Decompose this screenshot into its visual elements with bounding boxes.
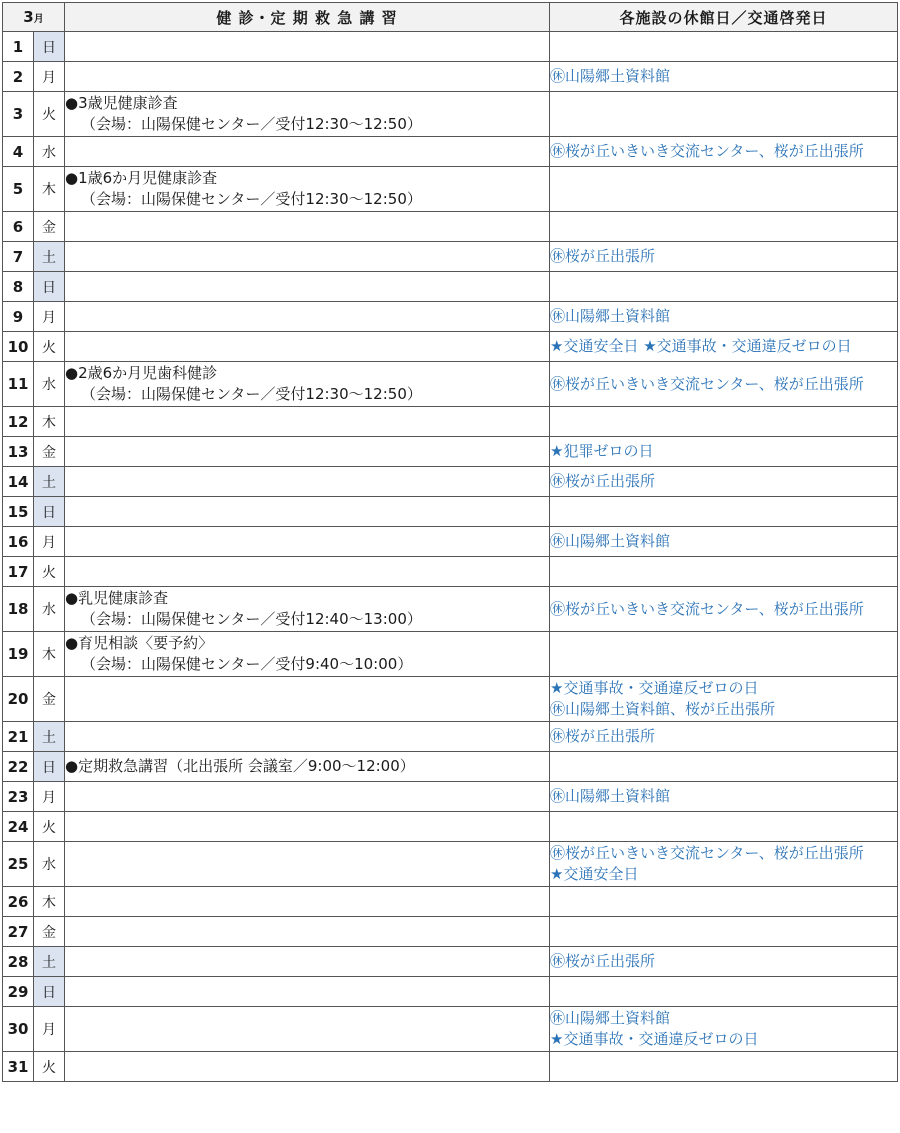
month-number: 3 [23,8,34,26]
day-row [3,467,898,497]
day-of-week: 土 [34,722,65,752]
event-cell [65,752,550,782]
notice-cell [550,32,898,62]
day-number: 24 [3,812,34,842]
day-number: 12 [3,407,34,437]
notice-text: ★交通安全日 [550,865,639,883]
event-text: （会場：山陽保健センター／受付9:40～10:00） [81,655,413,673]
notice-text: ㊡山陽郷土資料館 [550,532,671,550]
notice-text: ㊡山陽郷土資料館 [550,307,671,325]
notice-cell [550,677,898,722]
day-of-week: 土 [34,467,65,497]
notice-cell [550,302,898,332]
event-text: （会場：山陽保健センター／受付12:30～12:50） [81,190,422,208]
notice-text: ㊡山陽郷土資料館 [550,787,671,805]
notice-text: ★交通安全日 ★交通事故・交通違反ゼロの日 [550,337,852,355]
notice-cell [550,497,898,527]
event-cell [65,407,550,437]
event-text: ●3歳児健康診査 [65,94,178,112]
day-row [3,587,898,632]
day-row [3,722,898,752]
day-row [3,1007,898,1052]
notice-text: ㊡山陽郷土資料館 [550,67,671,85]
day-number: 11 [3,362,34,407]
day-number: 7 [3,242,34,272]
day-number: 4 [3,137,34,167]
event-cell [65,842,550,887]
day-row [3,887,898,917]
day-number: 6 [3,212,34,242]
event-cell [65,92,550,137]
notice-cell [550,332,898,362]
event-cell [65,917,550,947]
day-of-week: 木 [34,887,65,917]
event-cell [65,497,550,527]
day-of-week: 日 [34,977,65,1007]
notice-cell [550,437,898,467]
notice-cell [550,632,898,677]
event-cell [65,977,550,1007]
events-column-header: 健 診・定 期 救 急 講 習 [65,3,550,32]
day-of-week: 月 [34,1007,65,1052]
day-of-week: 日 [34,497,65,527]
day-number: 26 [3,887,34,917]
day-row [3,497,898,527]
event-text: （会場：山陽保健センター／受付12:40～13:00） [81,610,422,628]
event-cell [65,722,550,752]
header-row [3,3,898,32]
notice-text: ㊡山陽郷土資料館 [550,1009,671,1027]
notice-text: ㊡桜が丘出張所 [550,727,656,745]
day-of-week: 火 [34,1052,65,1082]
day-of-week: 金 [34,917,65,947]
day-number: 28 [3,947,34,977]
notice-cell [550,842,898,887]
notice-cell [550,587,898,632]
day-of-week: 火 [34,92,65,137]
event-cell [65,677,550,722]
day-number: 22 [3,752,34,782]
event-cell [65,362,550,407]
event-text: （会場：山陽保健センター／受付12:30～12:50） [81,385,422,403]
day-number: 2 [3,62,34,92]
day-row [3,782,898,812]
event-cell [65,242,550,272]
day-row [3,212,898,242]
event-cell [65,632,550,677]
day-number: 14 [3,467,34,497]
notice-cell [550,1007,898,1052]
day-of-week: 土 [34,242,65,272]
notice-cell [550,722,898,752]
day-of-week: 木 [34,632,65,677]
day-of-week: 日 [34,32,65,62]
day-row [3,917,898,947]
calendar-body [3,32,898,1082]
event-text: ●乳児健康診査 [65,589,169,607]
day-number: 13 [3,437,34,467]
day-row [3,272,898,302]
notice-cell [550,467,898,497]
event-cell [65,437,550,467]
notice-text: ㊡桜が丘出張所 [550,472,656,490]
event-cell [65,1007,550,1052]
day-of-week: 月 [34,527,65,557]
day-number: 31 [3,1052,34,1082]
day-number: 23 [3,782,34,812]
day-number: 9 [3,302,34,332]
event-text: ●1歳6か月児健康診査 [65,169,218,187]
day-of-week: 月 [34,62,65,92]
event-cell [65,1052,550,1082]
notice-text: ㊡桜が丘いきいき交流センター、桜が丘出張所 [550,844,864,862]
day-row [3,677,898,722]
day-number: 27 [3,917,34,947]
event-cell [65,62,550,92]
day-number: 10 [3,332,34,362]
notice-cell [550,917,898,947]
notice-cell [550,887,898,917]
day-row [3,362,898,407]
day-row [3,752,898,782]
notice-cell [550,557,898,587]
day-row [3,137,898,167]
day-number: 21 [3,722,34,752]
day-row [3,812,898,842]
month-header [3,3,65,32]
day-row [3,842,898,887]
day-of-week: 火 [34,812,65,842]
day-of-week: 水 [34,587,65,632]
notice-cell [550,977,898,1007]
day-row [3,32,898,62]
event-cell [65,32,550,62]
day-row [3,527,898,557]
day-number: 25 [3,842,34,887]
day-number: 1 [3,32,34,62]
day-number: 29 [3,977,34,1007]
day-of-week: 金 [34,437,65,467]
notice-cell [550,242,898,272]
day-of-week: 火 [34,332,65,362]
event-cell [65,812,550,842]
event-cell [65,887,550,917]
calendar-table [2,2,898,1082]
event-cell [65,947,550,977]
day-number: 8 [3,272,34,302]
day-number: 5 [3,167,34,212]
day-of-week: 木 [34,407,65,437]
notice-cell [550,362,898,407]
notice-cell [550,527,898,557]
day-row [3,632,898,677]
event-text: ●育児相談〈要予約〉 [65,634,214,652]
day-number: 18 [3,587,34,632]
day-of-week: 木 [34,167,65,212]
notice-cell [550,947,898,977]
day-row [3,242,898,272]
day-number: 16 [3,527,34,557]
notice-cell [550,752,898,782]
day-row [3,437,898,467]
notice-text: ㊡桜が丘出張所 [550,247,656,265]
notice-cell [550,812,898,842]
event-text: ●2歳6か月児歯科健診 [65,364,218,382]
notice-text: ㊡桜が丘いきいき交流センター、桜が丘出張所 [550,142,864,160]
day-of-week: 金 [34,212,65,242]
day-of-week: 水 [34,137,65,167]
event-cell [65,587,550,632]
notice-text: ★交通事故・交通違反ゼロの日 [550,679,759,697]
day-of-week: 水 [34,362,65,407]
notice-text: ★交通事故・交通違反ゼロの日 [550,1030,759,1048]
day-row [3,557,898,587]
event-cell [65,167,550,212]
day-of-week: 土 [34,947,65,977]
day-row [3,947,898,977]
event-cell [65,332,550,362]
notice-cell [550,137,898,167]
notice-cell [550,272,898,302]
event-cell [65,272,550,302]
notice-cell [550,167,898,212]
event-cell [65,557,550,587]
day-row [3,92,898,137]
day-row [3,977,898,1007]
day-number: 15 [3,497,34,527]
day-number: 3 [3,92,34,137]
event-cell [65,467,550,497]
day-number: 20 [3,677,34,722]
day-of-week: 日 [34,272,65,302]
notice-cell [550,782,898,812]
event-cell [65,212,550,242]
notice-cell [550,62,898,92]
notice-text: ㊡桜が丘いきいき交流センター、桜が丘出張所 [550,599,864,618]
event-cell [65,302,550,332]
notice-cell [550,92,898,137]
day-of-week: 月 [34,782,65,812]
day-row [3,407,898,437]
day-number: 17 [3,557,34,587]
month-unit: 月 [33,14,44,25]
day-row [3,62,898,92]
day-of-week: 金 [34,677,65,722]
day-row [3,332,898,362]
notice-cell [550,407,898,437]
day-row [3,167,898,212]
day-row [3,1052,898,1082]
day-of-week: 水 [34,842,65,887]
event-text: ●定期救急講習（北出張所 会議室／9:00～12:00） [65,757,415,775]
day-of-week: 月 [34,302,65,332]
notice-cell [550,1052,898,1082]
notice-text: ㊡桜が丘出張所 [550,952,656,970]
notice-cell [550,212,898,242]
notice-text: ㊡桜が丘いきいき交流センター、桜が丘出張所 [550,374,864,393]
day-of-week: 火 [34,557,65,587]
day-row [3,302,898,332]
notices-column-header: 各施設の休館日／交通啓発日 [550,3,898,32]
event-cell [65,137,550,167]
event-cell [65,527,550,557]
day-of-week: 日 [34,752,65,782]
notice-text: ★犯罪ゼロの日 [550,442,654,460]
event-cell [65,782,550,812]
day-number: 19 [3,632,34,677]
notice-text: ㊡山陽郷土資料館、桜が丘出張所 [550,700,776,718]
event-text: （会場：山陽保健センター／受付12:30～12:50） [81,115,422,133]
day-number: 30 [3,1007,34,1052]
